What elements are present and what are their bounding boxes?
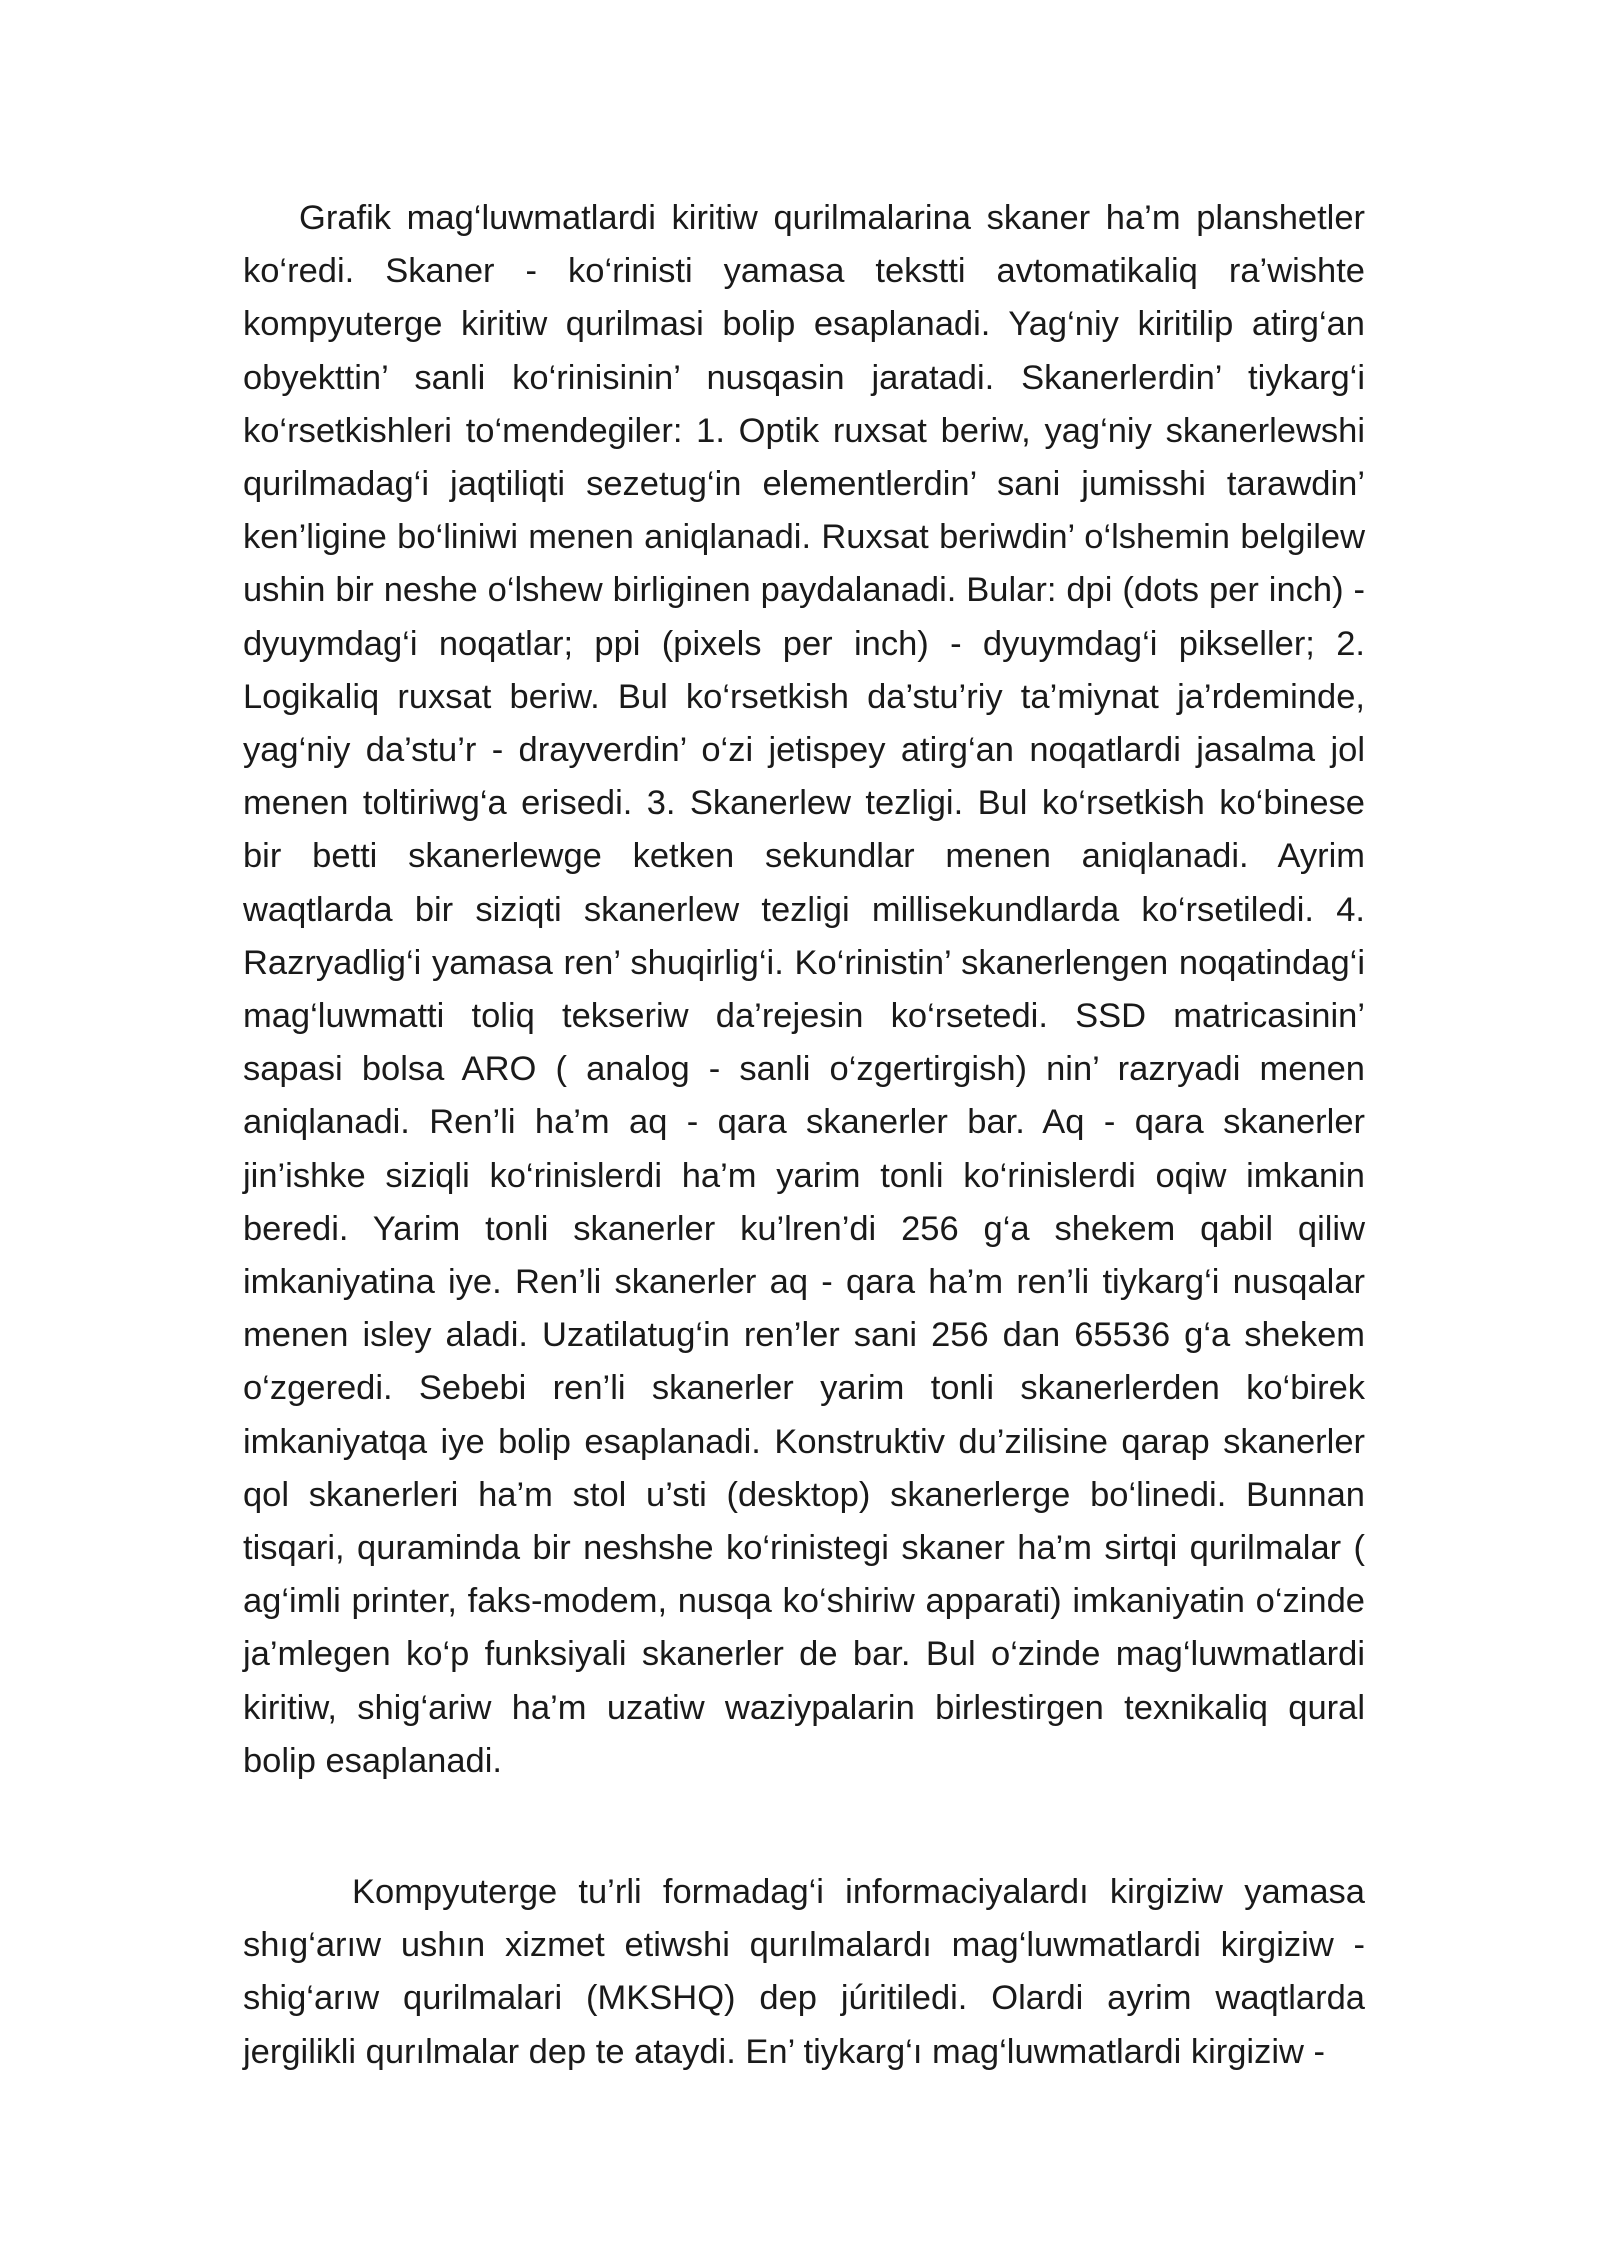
paragraph-block-2 [243, 1866, 1365, 2079]
paragraph-block-1 [243, 192, 1365, 1788]
paragraph-scanners: Grafik mag‘luwmatlardi kiritiw qurilmalarina skaner ha’m planshetler ko‘redi. Skaner - ko‘rinisti yamasa tekstti avtomatikaliq ra’wishte kompyuterge kiritiw qurilmasi bolip esaplanadi. Yag‘niy kiritilip atirg‘an obyekttin’ sanli ko‘rinisinin’ nusqasin jaratadi. Skanerlerdin’ tiykarg‘i ko‘rsetkishleri to‘mendegiler: 1. Optik ruxsat beriw, yag‘niy skanerlewshi qurilmadag‘i jaqtiliqti sezetug‘in elementlerdin’ sani jumisshi tarawdin’ ken’ligine bo‘liniwi menen aniqlanadi. Ruxsat beriwdin’ o‘lshemin belgilew ushin bir neshe o‘lshew birliginen paydalanadi. Bular: dpi (dots per inch) -dyuymdag‘i noqatlar; ppi (pixels per inch) - dyuymdag‘i pikseller; 2. Logikaliq ruxsat beriw. Bul ko‘rsetkish da’stu’riy ta’miynat ja’rdeminde, yag‘niy da’stu’r - drayverdin’ o‘zi jetispey atirg‘an noqatlardi jasalma jol menen toltiriwg‘a erisedi. 3. Skanerlew tezligi. Bul ko‘rsetkish ko‘binese bir betti skanerlewge ketken sekundlar menen aniqlanadi. Ayrim waqtlarda bir siziqti skanerlew tezligi millisekundlarda ko‘rsetiledi. 4. Razryadlig‘i yamasa ren’ shuqirlig‘i. Ko‘rinistin’ skanerlengen noqatindag‘i mag‘luwmatti toliq tekseriw da’rejesin ko‘rsetedi. SSD matricasinin’ sapasi bolsa ARO ( analog - sanli o‘zgertirgish) nin’ razryadi menen aniqlanadi. Ren’li ha’m aq - qara skanerler bar. Aq - qara skanerler jin’ishke siziqli ko‘rinislerdi ha’m yarim tonli ko‘rinislerdi oqiw imkanin beredi. Yarim tonli skanerler ku’lren’di 256 g‘a shekem qabil qiliw imkaniyatina iye. Ren’li skanerler aq - qara ha’m ren’li tiykarg‘i nusqalar menen isley aladi. Uzatilatug‘in ren’ler sani 256 dan 65536 g‘a shekem o‘zgeredi. Sebebi ren’li skanerler yarim tonli skanerlerden ko‘birek imkaniyatqa iye bolip esaplanadi. Konstruktiv du’zilisine qarap skanerler qol skanerleri ha’m stol u’sti (desktop) skanerlerge bo‘linedi. Bunnan tisqari, quraminda bir neshshe ko‘rinistegi skaner ha’m sirtqi qurilmalar ( ag‘imli printer, faks-modem, nusqa ko‘shiriw apparati) imkaniyatin o‘zinde ja’mlegen ko‘p funksiyali skanerler de bar. Bul o‘zinde mag‘luwmatlardi kiritiw, shig‘ariw ha’m uzatiw waziypalarin birlestirgen texnikaliq qural bolip esaplanadi. [243, 199, 1365, 1780]
paragraph-io-devices: Kompyuterge tu’rli formadag‘i informaciyalardı kirgiziw yamasa shıg‘arıw ushın xizmet etiwshi qurılmalardı mag‘luwmatlardi kirgiziw - shig‘arıw qurilmalari (MKSHQ) dep júritiledi. Olardi ayrim waqtlarda jergilikli qurılmalar dep te ataydi. En’ tiykarg‘ı mag‘luwmatlardi kirgiziw - [243, 1873, 1365, 2071]
